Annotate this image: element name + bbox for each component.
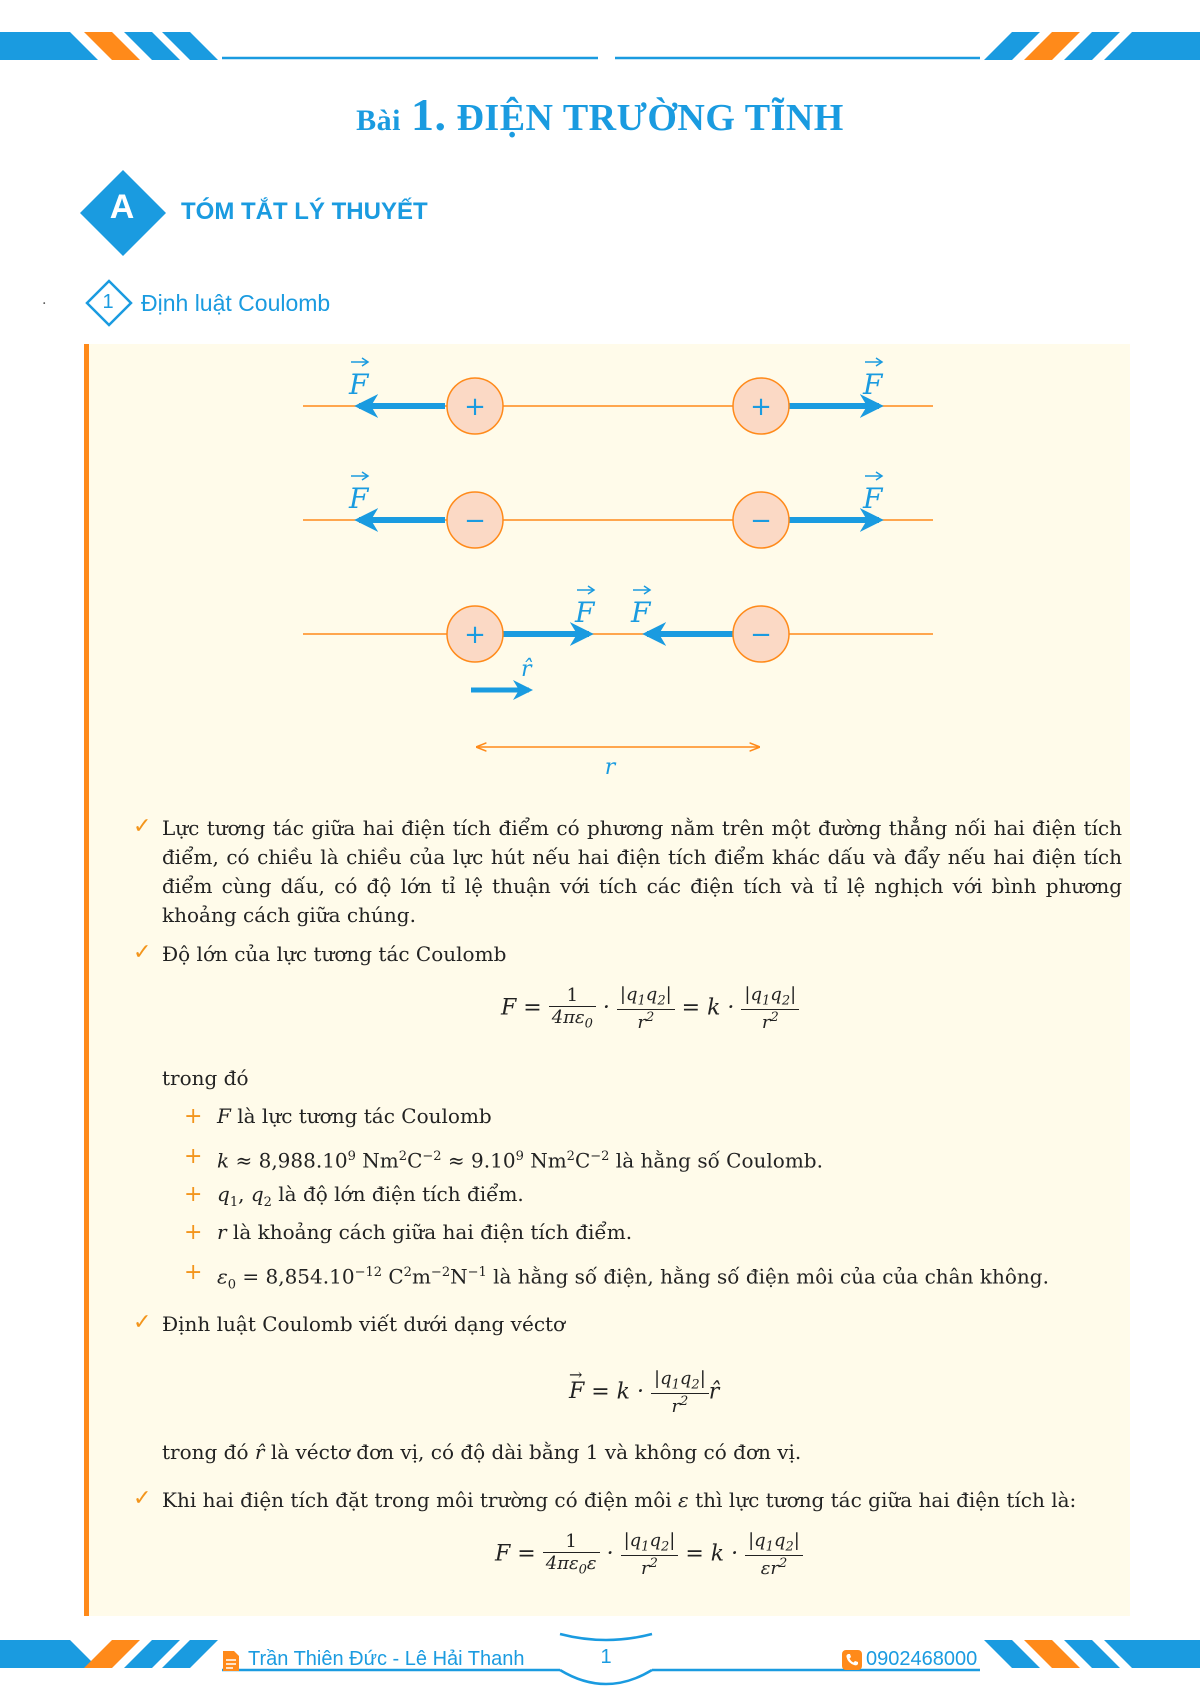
plus-icon: +: [184, 1144, 203, 1169]
svg-text:F: F: [863, 482, 883, 515]
section-title: TÓM TẮT LÝ THUYẾT: [181, 198, 428, 225]
title-number: 1.: [410, 89, 447, 140]
unit-vector-label: r̂: [521, 657, 532, 682]
title-prefix: Bài: [356, 104, 401, 137]
subsection-number: 1: [102, 291, 114, 313]
sub-item: r là khoảng cách giữa hai điện tích điểm.: [217, 1220, 633, 1244]
svg-text:F: F: [349, 482, 369, 515]
check-icon: ✓: [133, 814, 152, 839]
plus-icon: +: [184, 1260, 203, 1285]
svg-text:F: F: [863, 368, 883, 401]
content-panel: [84, 344, 1130, 1616]
sub-item: $k \approx 8,988.10^9$ $Nm^2C^{-2} \approx 9.10^9$ $Nm^2C^{-2}$ là hằng số Coulomb.: [217, 1148, 823, 1173]
sub-item: $\varepsilon_0 = 8,854.10^{-12}$ $C^2m^{-2}N^{-1}$ là hằng số điện, hằng số điện môi của của chân không.: [217, 1264, 1049, 1293]
bullet-text: Khi hai điện tích đặt trong môi trường có điện môi ε thì lực tương tác giữa hai điện tích là:: [162, 1488, 1077, 1512]
plus-icon: +: [184, 1104, 203, 1129]
charge-sign: +: [750, 392, 772, 422]
charge-sign: +: [464, 392, 486, 422]
charge-sign: −: [750, 506, 772, 536]
bullet-text: Định luật Coulomb viết dưới dạng véctơ: [162, 1312, 566, 1336]
svg-text:F: F: [631, 596, 651, 629]
charge-sign: −: [464, 506, 486, 536]
phone-icon: [842, 1650, 862, 1674]
where-label: trong đó: [162, 1066, 249, 1090]
document-icon: [222, 1650, 240, 1676]
check-icon: ✓: [133, 1310, 152, 1335]
header-decor: [0, 28, 1200, 68]
subsection-title: Định luật Coulomb: [141, 290, 331, 316]
check-icon: ✓: [133, 1486, 152, 1511]
page-number: 1: [600, 1646, 612, 1668]
force-label: [574, 586, 596, 629]
svg-text:F: F: [349, 368, 369, 401]
equation-vector: F → = k · $\frac{|q_1q_2|}{r^2}$ r̂: [569, 1365, 720, 1417]
force-label: [862, 358, 884, 401]
equation-dielectric: F = $\frac{1}{4\pi\varepsilon_0\varepsilon}$ · $\frac{|q_1q_2|}{r^2}$ = k · $\frac{|q_1q_2|}{\varepsilon r^2}$: [495, 1530, 803, 1579]
charge-sign: +: [464, 620, 486, 650]
force-label: [348, 358, 370, 401]
distance-label: r: [604, 755, 616, 780]
plus-icon: +: [184, 1220, 203, 1245]
bullet-text: Lực tương tác giữa hai điện tích điểm có phương nằm trên một đường thẳng nối hai điện tích điểm, có chiều là chiều của lực hút nếu hai điện tích điểm khác dấu và đẩy nếu hai điện tích điểm cùng dấu, có độ lớn tỉ lệ thuận với tích các điện tích và tỉ lệ nghịch với bình phương khoảng cách giữa chúng.: [162, 816, 1122, 927]
force-label: [862, 472, 884, 515]
svg-text:F: F: [575, 596, 595, 629]
force-label: [630, 586, 652, 629]
equation-coulomb: F = $\frac{1}{4\pi\varepsilon_0}$ · $\frac{|q_1q_2|}{r^2}$ = k · $\frac{|q_1q_2|}{r^2}$: [501, 984, 799, 1033]
bullet-text: Độ lớn của lực tương tác Coulomb: [162, 942, 507, 966]
footer-author: Trần Thiên Đức - Lê Hải Thanh: [248, 1648, 525, 1670]
margin-dot: .: [42, 292, 47, 308]
footer-phone: 0902468000: [866, 1648, 978, 1670]
coulomb-diagram: [89, 344, 1129, 784]
section-letter: A: [109, 188, 135, 226]
sub-item: F là lực tương tác Coulomb: [217, 1104, 492, 1128]
sub-item: $q_1$, $q_2$ là độ lớn điện tích điểm.: [217, 1182, 524, 1210]
title-main: ĐIỆN TRƯỜNG TĨNH: [456, 97, 844, 139]
charge-sign: −: [750, 620, 772, 650]
page-title: [0, 88, 1200, 141]
where-text: trong đó r̂ là véctơ đơn vị, có độ dài bằng 1 và không có đơn vị.: [162, 1440, 802, 1464]
plus-icon: +: [184, 1182, 203, 1207]
force-label: [348, 472, 370, 515]
check-icon: ✓: [133, 940, 152, 965]
